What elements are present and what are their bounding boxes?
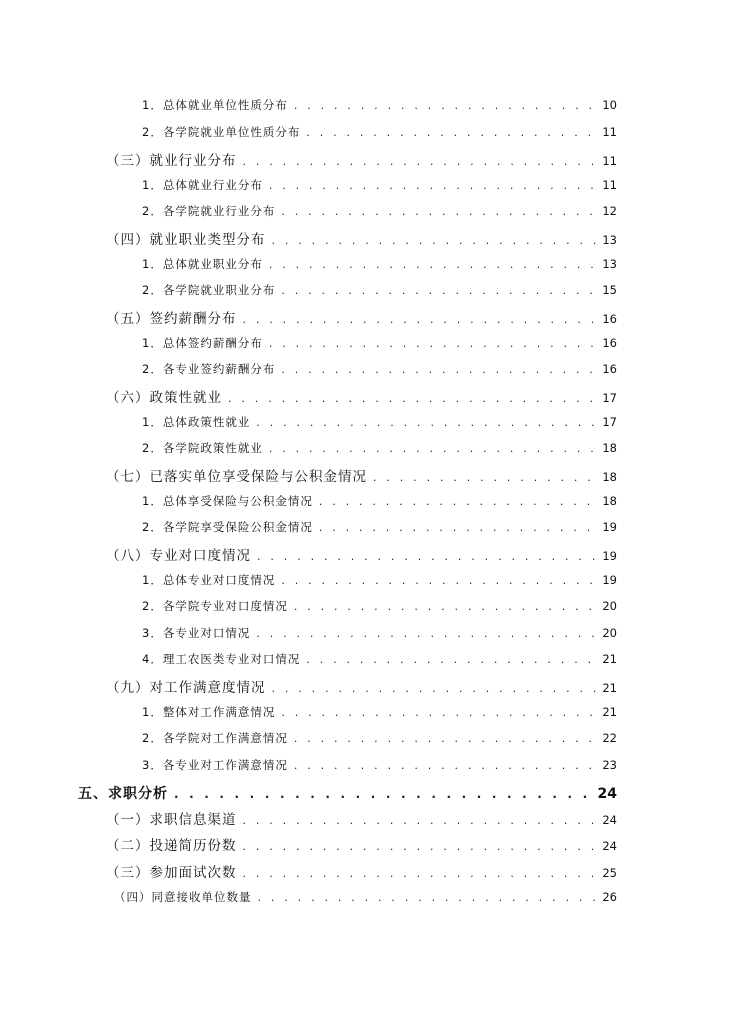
toc-entry[interactable]: [106, 861, 617, 881]
dot-leader: [256, 416, 600, 429]
toc-entry[interactable]: [106, 228, 617, 248]
toc-entry-title: （五）签约薪酬分布: [106, 311, 237, 327]
toc-page-number: 11: [602, 178, 617, 192]
toc-entry-title: 2．各学院享受保险公积金情况: [142, 520, 313, 534]
toc-entry-title: （六）政策性就业: [106, 390, 222, 406]
toc-entry-title: 2．各学院就业职业分布: [142, 283, 276, 297]
dot-leader: [306, 126, 600, 139]
toc-entry-title: 1．总体签约薪酬分布: [142, 336, 263, 350]
toc-entry[interactable]: [142, 493, 617, 509]
toc-page-number: 19: [602, 520, 617, 534]
dot-leader: [269, 337, 601, 350]
toc-entry[interactable]: [142, 335, 617, 351]
toc-entry-title: 1．总体就业行业分布: [142, 178, 263, 192]
toc-entry[interactable]: [114, 889, 617, 905]
toc-entry[interactable]: [142, 730, 617, 746]
toc-page-number: 11: [602, 125, 617, 139]
toc-entry-title: （四）同意接收单位数量: [114, 890, 252, 904]
dot-leader: [243, 313, 601, 326]
toc-entry[interactable]: [106, 834, 617, 854]
toc-entry-title: （四）就业职业类型分布: [106, 232, 266, 248]
toc-entry[interactable]: [142, 124, 617, 140]
dot-leader: [281, 205, 600, 218]
dot-leader: [174, 787, 596, 801]
dot-leader: [281, 363, 600, 376]
dot-leader: [228, 392, 600, 405]
toc-entry[interactable]: [106, 465, 617, 485]
toc-page-number: 23: [602, 758, 617, 772]
toc-page-number: 20: [602, 626, 617, 640]
toc-entry-title: 2．各学院就业行业分布: [142, 204, 276, 218]
toc-page-number: 11: [602, 154, 617, 168]
dot-leader: [269, 442, 601, 455]
dot-leader: [373, 471, 600, 484]
toc-entry-title: 1．总体专业对口度情况: [142, 573, 276, 587]
toc-page-number: 16: [602, 336, 617, 350]
toc-page-number: 13: [602, 257, 617, 271]
toc-entry[interactable]: [106, 544, 617, 564]
toc-entry[interactable]: [106, 676, 617, 696]
toc-entry[interactable]: [142, 361, 617, 377]
toc-page-number: 24: [602, 813, 617, 827]
toc-page-number: 24: [597, 786, 617, 802]
dot-leader: [294, 600, 601, 613]
toc-entry-title: （三）就业行业分布: [106, 153, 237, 169]
toc-entry[interactable]: [106, 386, 617, 406]
dot-leader: [294, 99, 601, 112]
toc-entry-title: 2．各学院专业对口度情况: [142, 599, 288, 613]
toc-entry-title: 3．各专业对口情况: [142, 626, 251, 640]
toc-entry-title: 2．各学院对工作满意情况: [142, 731, 288, 745]
toc-page-number: 22: [602, 731, 617, 745]
toc-page-number: 17: [602, 391, 617, 405]
toc-entry[interactable]: [142, 97, 617, 113]
toc-entry[interactable]: [142, 757, 617, 773]
toc-entry[interactable]: [142, 704, 617, 720]
toc-entry-title: 五、求职分析: [78, 786, 168, 802]
toc-entry[interactable]: [142, 598, 617, 614]
toc-page-number: 17: [602, 415, 617, 429]
toc-entry-title: 2．各专业签约薪酬分布: [142, 362, 276, 376]
toc-entry-title: （二）投递简历份数: [106, 838, 237, 854]
dot-leader: [319, 521, 601, 534]
toc-entry-title: （三）参加面试次数: [106, 865, 237, 881]
toc-entry[interactable]: [142, 440, 617, 456]
toc-entry-title: 1．总体政策性就业: [142, 415, 251, 429]
dot-leader: [294, 759, 601, 772]
toc-page-number: 20: [602, 599, 617, 613]
dot-leader: [243, 814, 601, 827]
toc-page-number: 26: [602, 890, 617, 904]
toc-entry[interactable]: [142, 177, 617, 193]
toc-entry-title: 1．总体就业单位性质分布: [142, 98, 288, 112]
toc-page-number: 21: [602, 705, 617, 719]
toc-entry-title: 1．总体就业职业分布: [142, 257, 263, 271]
toc-page-number: 16: [602, 362, 617, 376]
dot-leader: [243, 867, 601, 880]
toc-page-number: 18: [602, 494, 617, 508]
toc-entry[interactable]: [142, 203, 617, 219]
toc-entry[interactable]: [142, 625, 617, 641]
dot-leader: [243, 155, 601, 168]
toc-page-number: 19: [602, 573, 617, 587]
toc-page-number: 16: [602, 312, 617, 326]
dot-leader: [294, 732, 601, 745]
dot-leader: [272, 682, 601, 695]
dot-leader: [257, 550, 600, 563]
toc-entry-title: 4．理工农医类专业对口情况: [142, 652, 301, 666]
dot-leader: [281, 574, 600, 587]
toc-page-number: 13: [602, 233, 617, 247]
toc-page-number: 21: [602, 652, 617, 666]
toc-entry[interactable]: [142, 414, 617, 430]
toc-entry-title: 1．整体对工作满意情况: [142, 705, 276, 719]
toc-page-number: 21: [602, 681, 617, 695]
toc-entry-title: （七）已落实单位享受保险与公积金情况: [106, 469, 367, 485]
toc-entry[interactable]: [106, 149, 617, 169]
toc-page-number: 18: [602, 441, 617, 455]
dot-leader: [306, 653, 600, 666]
toc-page-number: 15: [602, 283, 617, 297]
dot-leader: [281, 706, 600, 719]
toc-entry-title: （八）专业对口度情况: [106, 548, 251, 564]
dot-leader: [319, 495, 601, 508]
toc-entry[interactable]: [142, 572, 617, 588]
toc-page-number: 24: [602, 839, 617, 853]
dot-leader: [243, 840, 601, 853]
toc-entry-title: （一）求职信息渠道: [106, 812, 237, 828]
toc-entry-title: （九）对工作满意度情况: [106, 680, 266, 696]
toc-page-number: 10: [602, 98, 617, 112]
toc-entry-title: 3．各专业对工作满意情况: [142, 758, 288, 772]
toc-entry[interactable]: [142, 256, 617, 272]
dot-leader: [258, 891, 601, 904]
toc-page-number: 25: [602, 866, 617, 880]
dot-leader: [256, 627, 600, 640]
toc-entry[interactable]: [106, 307, 617, 327]
toc-page-number: 12: [602, 204, 617, 218]
dot-leader: [272, 234, 601, 247]
toc-entry-title: 2．各学院政策性就业: [142, 441, 263, 455]
dot-leader: [281, 284, 600, 297]
toc-page-number: 18: [602, 470, 617, 484]
toc-entry[interactable]: [142, 282, 617, 298]
toc-page-number: 19: [602, 549, 617, 563]
toc-entry[interactable]: [142, 651, 617, 667]
toc-entry[interactable]: [106, 808, 617, 828]
toc-entry[interactable]: [142, 519, 617, 535]
toc-entry[interactable]: [78, 783, 617, 803]
toc-entry-title: 2．各学院就业单位性质分布: [142, 125, 301, 139]
toc-entry-title: 1．总体享受保险与公积金情况: [142, 494, 313, 508]
dot-leader: [269, 258, 601, 271]
dot-leader: [269, 179, 601, 192]
